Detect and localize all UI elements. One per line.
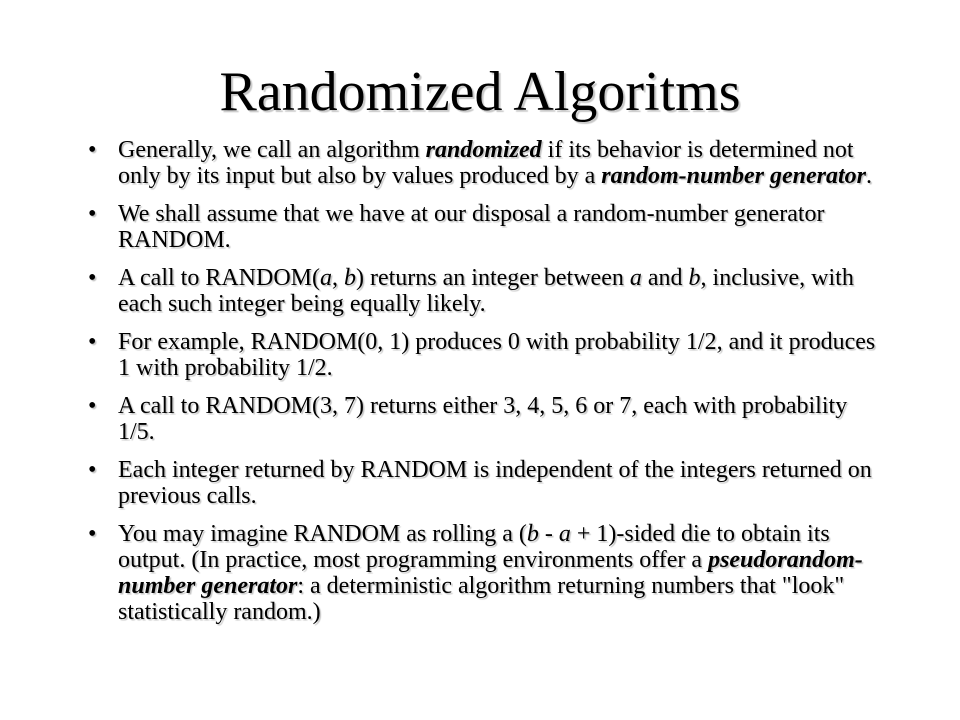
bullet-item <box>88 457 888 509</box>
bullet-item <box>88 521 888 625</box>
bullet-list <box>88 137 888 637</box>
bullet-dot-icon: • <box>88 457 97 483</box>
bullet-text: You may imagine RANDOM as rolling a (b - a + 1)-sided die to obtain its output. (In practice, most programming environments offer a pseudorandom-number generator: a deterministic algorithm returning numbers that "look" statistically random.) <box>118 521 863 625</box>
bullet-dot-icon: • <box>88 265 97 291</box>
bullet-text: For example, RANDOM(0, 1) produces 0 with probability 1/2, and it produces 1 with probability 1/2. <box>118 329 876 381</box>
bullet-text: A call to RANDOM(3, 7) returns either 3, 4, 5, 6 or 7, each with probability 1/5. <box>118 393 848 445</box>
bullet-item <box>88 329 888 381</box>
variable: b <box>688 265 701 291</box>
bullet-item <box>88 393 888 445</box>
emphasis-term: random-number generator <box>601 163 866 189</box>
bullet-item <box>88 137 888 189</box>
bullet-item <box>88 201 888 253</box>
bullet-dot-icon: • <box>88 137 97 163</box>
variable: a <box>319 265 332 291</box>
emphasis-term: randomized <box>425 137 542 163</box>
bullet-dot-icon: • <box>88 521 97 547</box>
variable: a <box>558 521 571 547</box>
variable: b <box>526 521 539 547</box>
slide-title: Randomized Algoritms <box>219 61 741 123</box>
bullet-text: A call to RANDOM(a, b) returns an integer between a and b, inclusive, with each such integer being equally likely. <box>118 265 854 317</box>
bullet-text: Generally, we call an algorithm randomized if its behavior is determined not only by its input but also by values produced by a random-number generator. <box>118 137 872 189</box>
bullet-item <box>88 265 888 317</box>
bullet-text: Each integer returned by RANDOM is independent of the integers returned on previous calls. <box>118 457 872 509</box>
variable: a <box>629 265 642 291</box>
bullet-text: We shall assume that we have at our disposal a random-number generator RANDOM. <box>118 201 825 253</box>
bullet-dot-icon: • <box>88 201 97 227</box>
bullet-dot-icon: • <box>88 393 97 419</box>
bullet-dot-icon: • <box>88 329 97 355</box>
emphasis-term: pseudorandom-number generator <box>118 547 863 599</box>
variable: b <box>343 265 356 291</box>
